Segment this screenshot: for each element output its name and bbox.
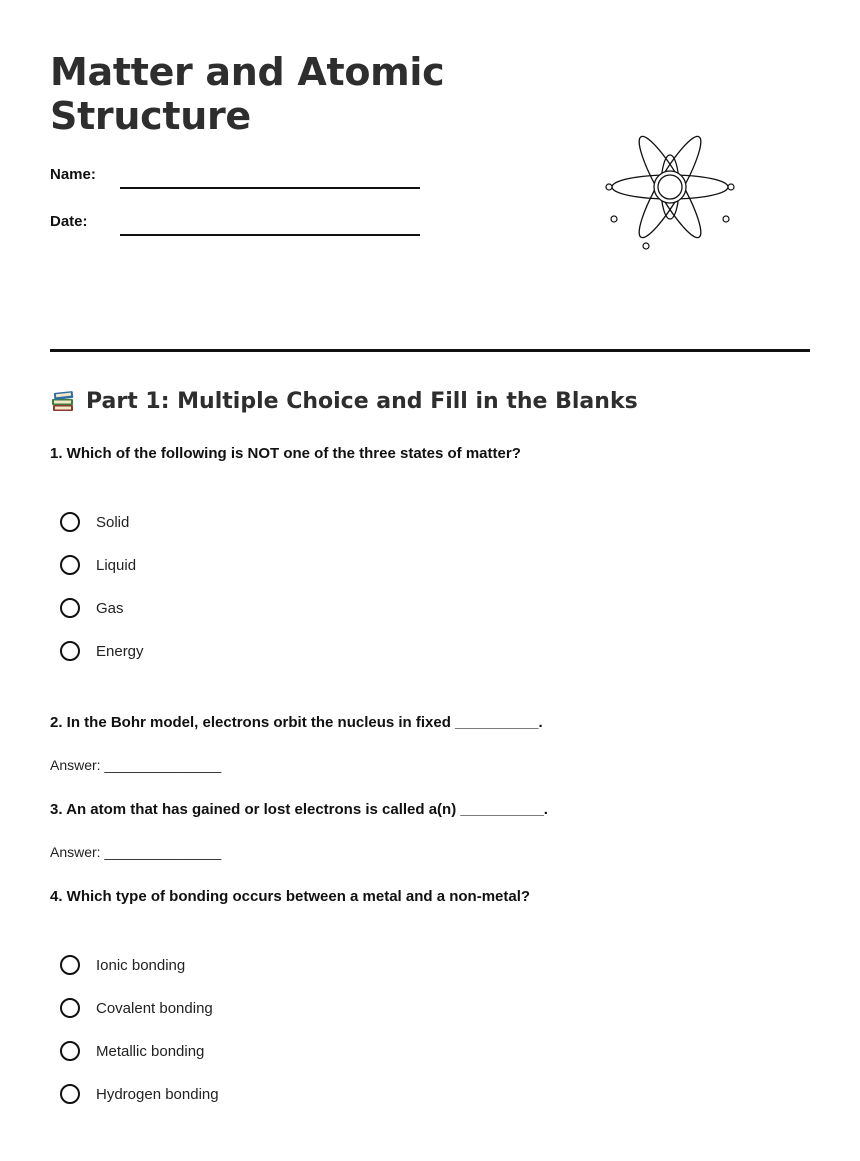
worksheet-title: Matter and Atomic Structure <box>50 50 445 138</box>
q1-option-solid[interactable] <box>60 509 129 535</box>
name-label: Name: <box>50 166 96 183</box>
radio-button[interactable] <box>60 512 80 532</box>
option-label: Covalent bonding <box>96 999 213 1017</box>
q1-option-gas[interactable] <box>60 595 124 621</box>
books-icon <box>50 388 76 414</box>
q3-answer-field[interactable]: Answer: _______________ <box>50 844 222 860</box>
option-label: Gas <box>96 599 124 617</box>
q4-option-ionic[interactable] <box>60 952 185 978</box>
radio-button[interactable] <box>60 955 80 975</box>
name-line <box>120 187 420 189</box>
part1-heading <box>50 388 638 414</box>
q4-option-covalent[interactable] <box>60 995 213 1021</box>
option-label: Ionic bonding <box>96 956 186 974</box>
radio-button[interactable] <box>60 1084 80 1104</box>
question-3: 3. An atom that has gained or lost electrons is called a(n) __________. <box>50 801 548 818</box>
question-4: 4. Which type of bonding occurs between a metal and a non-metal? <box>50 888 531 905</box>
q1-option-energy[interactable] <box>60 638 144 664</box>
option-label: Metallic bonding <box>96 1042 205 1060</box>
atom-icon <box>600 135 740 255</box>
option-label: Solid <box>96 513 130 531</box>
q2-answer-field[interactable]: Answer: _______________ <box>50 757 222 773</box>
section-divider <box>50 349 810 352</box>
radio-button[interactable] <box>60 598 80 618</box>
part1-title: Part 1: Multiple Choice and Fill in the Blanks <box>86 388 638 414</box>
option-label: Liquid <box>96 556 137 574</box>
question-1: 1. Which of the following is NOT one of the three states of matter? <box>50 445 521 462</box>
radio-button[interactable] <box>60 1041 80 1061</box>
radio-button[interactable] <box>60 555 80 575</box>
radio-button[interactable] <box>60 998 80 1018</box>
option-label: Hydrogen bonding <box>96 1085 219 1103</box>
question-2: 2. In the Bohr model, electrons orbit the nucleus in fixed __________. <box>50 714 543 731</box>
q4-option-hydrogen[interactable] <box>60 1081 219 1107</box>
q1-option-liquid[interactable] <box>60 552 136 578</box>
option-label: Energy <box>96 642 144 660</box>
date-line <box>120 234 420 236</box>
q4-option-metallic[interactable] <box>60 1038 204 1064</box>
radio-button[interactable] <box>60 641 80 661</box>
date-label: Date: <box>50 213 88 230</box>
